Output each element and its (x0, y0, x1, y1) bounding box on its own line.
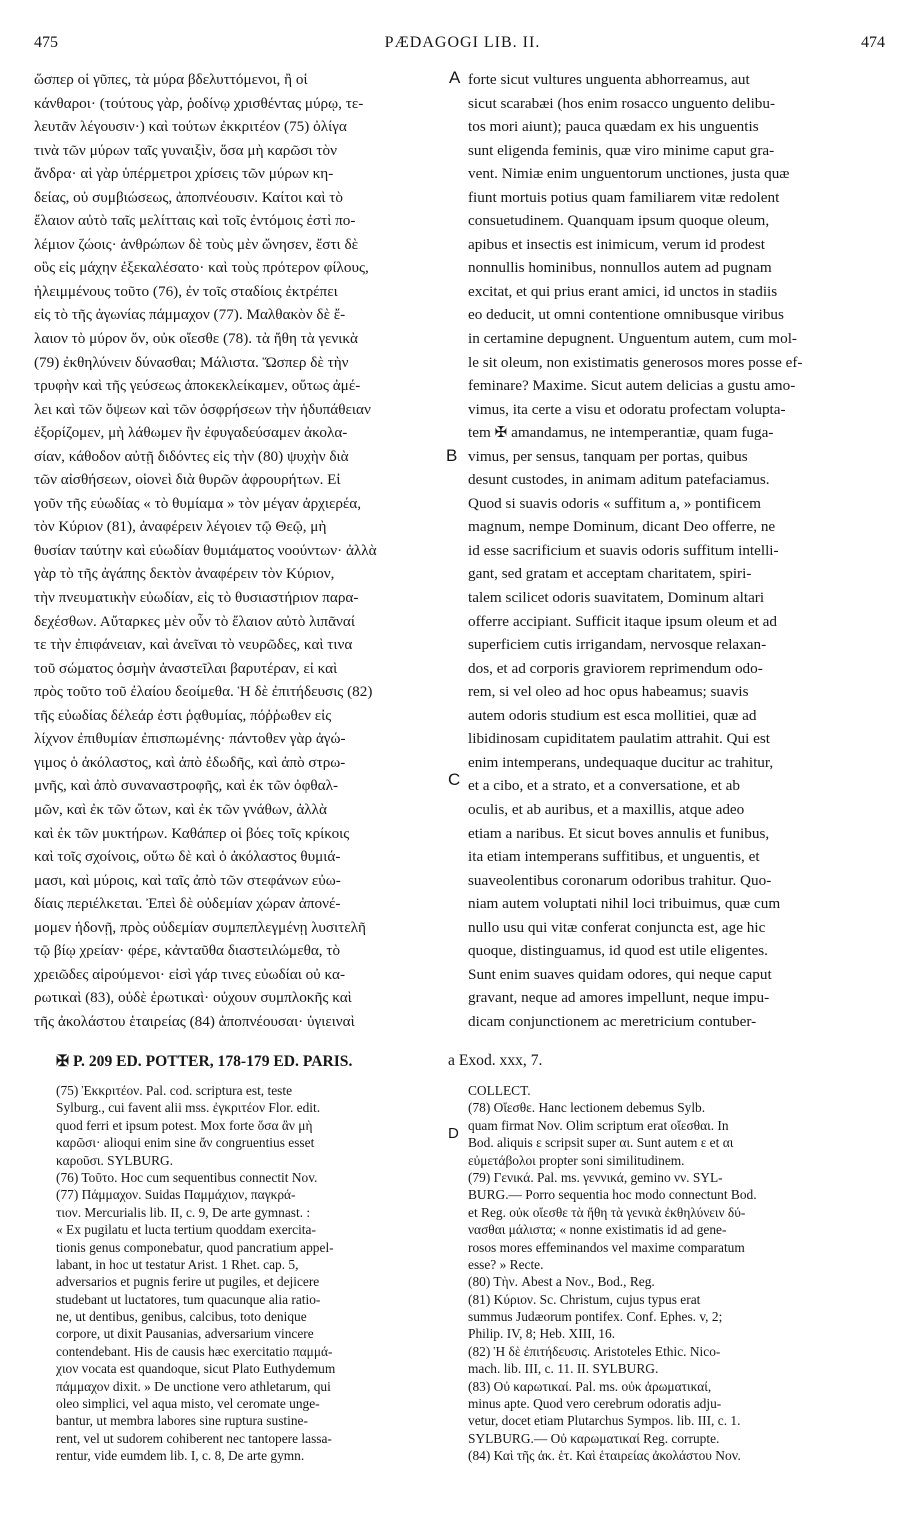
greek-text-line: πρὸς τοῦτο τοῦ ἐλαίου δεοίμεθα. Ἡ δὲ ἐπιτήδευσις (82) (34, 683, 373, 701)
margin-marker-c: C (448, 770, 461, 789)
latin-text-line: feminare? Maxime. Sicut autem delicias a gustu amo- (468, 377, 796, 395)
margin-marker-a: A (449, 68, 461, 87)
latin-text-line: gravant, neque ad amores impellunt, neque impu- (468, 989, 770, 1007)
greek-text-line: τε τὴν ἐπιφάνειαν, καὶ ἀνεῖναι τὸ νευρῶδες, καὶ τινα (34, 636, 353, 654)
latin-text-line: desunt custodes, in animam aditum patefaciamus. (468, 471, 770, 489)
latin-text-line: ita etiam intemperans suffitibus, et unguentis, et (468, 848, 760, 866)
note-line: καρῶσι· alioqui enim sine ἄν congruentius esset (56, 1135, 315, 1151)
latin-text-line: gant, sed gratam et acceptam charitatem, spiri- (468, 565, 752, 583)
greek-text-line: δίαις περιέλκεται. Ἐπεὶ δὲ οὐδεμίαν χώραν ἀπονέ- (34, 895, 341, 913)
greek-text-line: ὥσπερ οἱ γῦπες, τὰ μύρα βδελυττόμενοι, ἢ οἱ (34, 71, 308, 88)
note-line: εὐμετάβολοι propter soni similitudinem. (468, 1152, 685, 1168)
greek-text-line: δεχέσθων. Αὔταρκες μὲν οὖν τὸ ἔλαιον αὐτὸ λιπᾶναί (34, 612, 355, 630)
latin-text-line: excitat, et qui prius erant amici, id unctos in stadiis (468, 282, 778, 300)
page-number-right: 474 (861, 34, 885, 51)
greek-text-line: μνῆς, καὶ ἀπὸ συναναστροφῆς, καὶ ἐκ τῶν ὀφθαλ- (34, 777, 339, 795)
latin-text-line: dicam conjunctionem ac meretricium contuber- (468, 1012, 757, 1030)
greek-text-line: ἐξορίζομεν, μὴ λάθωμεν ἣν ἐφυγαδεύσαμεν ἀκολα- (34, 424, 348, 442)
latin-text-line: enim intemperans, undequaque ducitur ac trahitur, (468, 753, 774, 771)
note-line: Bod. aliquis ε scripsit super αι. Sunt autem ε et αι (468, 1135, 734, 1151)
note-line: bantur, ut membra labores sine ruptura sustine- (56, 1413, 308, 1429)
greek-text-line: μομεν ἡδονῇ, πρὸς οὐδεμίαν συμπεπλεγμένῃ λυσιτελῆ (34, 918, 366, 936)
note-line: adversarios et pugnis ferire ut pugiles, et dejicere (56, 1274, 320, 1290)
latin-text-line: sicut scarabæi (hos enim rosacco unguento delibu- (468, 94, 776, 112)
margin-marker-d: D (448, 1125, 459, 1142)
latin-text-line: nullo usu qui vitæ conferat conjuncta est, age hic (468, 918, 766, 936)
note-line: corpore, ut dixit Pausanias, adversarium vincere (56, 1326, 314, 1342)
latin-text-line: niam autem voluptati nihil loci tribuimus, quæ cum (468, 895, 781, 913)
note-line: (83) Οὐ καρωτικαί. Pal. ms. οὐκ ἀρωματικαί, (468, 1378, 712, 1394)
latin-text-line: superficiem cutis irrigandam, nervosque relaxan- (468, 636, 767, 654)
greek-text-column (34, 68, 454, 1033)
note-line: summus Judæorum pontifex. Conf. Ephes. v, 2; (468, 1309, 723, 1325)
greek-text-line: τρυφὴν καὶ τῆς γεύσεως ἀποκεκλείκαμεν, οὕτως ἀμέ- (34, 377, 361, 395)
latin-text-line: le sit oleum, non existimatis generosos mores posse ef- (468, 353, 803, 371)
note-line: minus apte. Quod vero cerebrum odoratis adju- (468, 1396, 722, 1412)
greek-text-line: γὰρ τὸ τῆς ἀγάπης δεκτὸν ἀναφέρειν τὸν Κύριον, (34, 565, 335, 583)
note-line: (76) Τοῦτο. Hoc cum sequentibus connectit Nov. (56, 1169, 318, 1185)
latin-text-line: rem, si vel oleo ad hoc opus habeamus; suavis (468, 683, 749, 701)
latin-text-line: consuetudinem. Quanquam ipsum quoque oleum, (468, 212, 770, 230)
greek-text-line: ἄνδρα· αἱ γὰρ ὑπέρμετροι χρίσεις τῶν μύρων κη- (34, 165, 334, 183)
note-line: πάμμαχον dixit. » De unctione vero athletarum, qui (56, 1378, 331, 1394)
greek-text-line: τῷ βίῳ χρείαν· φέρε, κἀνταῦθα διαστειλώμεθα, τὸ (34, 942, 341, 960)
greek-text-line: κάνθαροι· (τούτους γὰρ, ῥοδίνῳ χρισθέντας μύρῳ, τε- (34, 94, 364, 112)
note-line: τιον. Mercurialis lib. II, c. 9, De arte gymnast. : (56, 1204, 311, 1220)
note-line: oleo simplici, vel aqua misto, vel ceromate unge- (56, 1396, 320, 1412)
latin-text-line: vent. Nimiæ enim unguentorum unctiones, justa quæ (468, 165, 790, 183)
greek-text-line: τῆς ἀκολάστου ἑταιρείας (84) ἀποπνέουσαι· ὑγιειναὶ (34, 1012, 355, 1030)
greek-text-line: λέμιον ζώοις· ἀνθρώπων δὲ τοὺς μὲν ὤνησεν, ἔστι δὲ (34, 235, 358, 253)
greek-text-line: μασι, καὶ μύροις, καὶ ταῖς ἀπὸ τῶν στεφάνων εὐω- (34, 871, 341, 889)
latin-text-line: offerre accipiant. Sufficit itaque ipsum oleum et ad (468, 612, 777, 630)
note-line: vetur, docet etiam Plutarchus Sympos. lib. III, c. 1. (468, 1413, 741, 1429)
margin-marker-b: B (446, 446, 458, 465)
note-line: SYLBURG.— Οὐ καρωματικαί Reg. corrupte. (468, 1430, 720, 1446)
page-header (34, 34, 891, 54)
running-title: PÆDAGOGI LIB. II. (384, 34, 541, 51)
latin-text-line: et a cibo, et a strato, et a conversatione, et ab (468, 777, 740, 795)
greek-text-line: τῆς εὐωδίας δέλεάρ ἐστι ῥᾳθυμίας, πόῤῥωθεν εἰς (34, 706, 332, 724)
latin-text-column (468, 68, 893, 1033)
greek-text-line: ρωτικαὶ (83), οὐδὲ ἐρωτικαὶ· οὐχουν συμπλοκῆς καὶ (34, 989, 352, 1007)
latin-text-line: nonnullis hominibus, nonnullos autem ad pugnam (468, 259, 772, 277)
latin-text-line: fiunt mortuis potius quam familiarem vitæ redolent (468, 188, 780, 206)
greek-text-line: τῶν αἰσθήσεων, οἱονεὶ διὰ θυρῶν ἀφρουρήτων. Εἰ (34, 471, 341, 489)
latin-text-line: libidinosam cupiditatem paulatim attrahit. Qui est (468, 730, 770, 748)
greek-text-line: δείας, οὐ συμβιώσεως, ἀποπνέουσιν. Καίτοι καὶ τὸ (34, 188, 343, 206)
latin-text-line: forte sicut vultures unguenta abhorreamus, aut (468, 71, 750, 88)
greek-text-line: μῶν, καὶ ἐκ τῶν ὤτων, καὶ ἐκ τῶν γνάθων, ἀλλὰ (34, 800, 327, 818)
greek-text-line: τὴν πνευματικὴν εὐωδίαν, εἰς τὸ θυσιαστήριον παρα- (34, 589, 359, 607)
note-line: (82) Ἡ δὲ ἐπιτήδευσις. Aristoteles Ethic. Nico- (468, 1343, 721, 1359)
greek-text-line: εἰς τὸ τῆς ἀγωνίας πάμμαχον (77). Μαλθακὸν δὲ ἔ- (34, 306, 346, 324)
latin-text-line: vimus, ita certe a visu et odoratu profectam volupta- (468, 400, 786, 418)
note-line: « Ex pugilatu et lucta tertium quoddam exercita- (56, 1222, 316, 1238)
greek-text-line: τινὰ τῶν μύρων ταῖς γυναιξὶν, ὅσα μὴ καρῶσι τὸν (34, 141, 337, 159)
note-line: χιον vocata est quandoque, sicut Plato Euthydemum (56, 1361, 336, 1377)
notes-column-right (468, 1082, 878, 1465)
note-line: (84) Καὶ τῆς ἀκ. ἑτ. Καὶ ἑταιρείας ἀκολάστου Nov. (468, 1448, 741, 1464)
latin-text-line: etiam a naribus. Et sicut boves annulis et funibus, (468, 824, 770, 842)
latin-text-line: id esse sacrificium et suavis odoris suffitum intelli- (468, 541, 779, 559)
note-line: rentur, vide eumdem lib. I, c. 8, De arte gymn. (56, 1448, 305, 1464)
greek-text-line: τοῦ σώματος ὀσμὴν ἀναστεῖλαι βαρυτέραν, εἰ καὶ (34, 659, 338, 677)
note-line: COLLECT. (468, 1083, 531, 1098)
note-line: (78) Οἴεσθε. Hanc lectionem debemus Sylb. (468, 1100, 706, 1116)
greek-text-line: καὶ ἐκ τῶν μυκτήρων. Καθάπερ οἱ βόες τοῖς κρίκοις (34, 824, 350, 842)
note-line: rosos mores effeminandos vel maxime comparatum (468, 1239, 745, 1255)
latin-text-line: talem scilicet odoris suavitatem, Dominum altari (468, 589, 765, 607)
note-line: Philip. IV, 8; Heb. XIII, 16. (468, 1326, 616, 1342)
note-line: Sylburg., cui favent alii mss. ἐγκριτέον Flor. edit. (56, 1100, 321, 1116)
greek-text-line: καὶ τοῖς σχοίνοις, οὕτω δὲ καὶ ὁ ἀκόλαστος θυμιά- (34, 848, 341, 866)
note-line: καροῦσι. SYLBURG. (56, 1152, 174, 1168)
greek-text-line: λαιον τὸ μύρον ὄν, οὐκ οἴεσθε (78). τὰ ἤθη τὰ γενικὰ (34, 330, 358, 348)
greek-text-line: γιμος ὁ ἀκόλαστος, καὶ ἀπὸ ἐδωδῆς, καὶ ἀπὸ στρω- (34, 753, 346, 771)
latin-text-line: autem odoris studium est esca mollitiei, quæ ad (468, 706, 757, 724)
latin-text-line: dos, et ad corporis graviorem reprimendum odo- (468, 659, 763, 677)
greek-text-line: ἠλειμμένους τοῦτο (76), ἐν τοῖς σταδίοις ἐκτρέπει (34, 282, 338, 300)
greek-text-line: γοῦν τῆς εὐωδίας « τὸ θυμίαμα » τὸν μέγαν ἀρχιερέα, (34, 494, 362, 512)
note-line: et Reg. οὐκ οἴεσθε τὰ ἤθη τὰ γενικὰ ἐκθηλύνειν δύ- (468, 1204, 746, 1220)
note-line: quam firmat Nov. Olim scriptum erat οἴεσθαι. In (468, 1117, 729, 1133)
latin-text-line: tos mori aiunt); pauca quædam ex his unguentis (468, 118, 759, 136)
edition-reference: ✠ P. 209 ED. POTTER, 178-179 ED. PARIS. (56, 1053, 353, 1070)
greek-text-line: οὓς εἰς μάχην ἐξεκαλέσατο· καὶ τοὺς πρότερον φίλους, (34, 259, 369, 277)
notes-column-left (56, 1082, 442, 1465)
page-number-left: 475 (34, 34, 58, 51)
greek-text-line: λευτᾶν λέγουσιν·) καὶ τούτων ἐκκριτέον (75) ὀλίγα (34, 118, 347, 136)
note-line: ne, ut dentibus, genibus, calcibus, toto denique (56, 1309, 307, 1325)
note-line: contendebant. His de causis hæc exercitatio παμμά- (56, 1343, 333, 1359)
latin-text-line: in certamine depugnent. Unguentum autem, cum mol- (468, 330, 797, 348)
note-line: (75) Ἐκκριτέον. Pal. cod. scriptura est, teste (56, 1083, 293, 1098)
note-line: studebant ut luctatores, tum quacunque alia ratio- (56, 1291, 321, 1307)
greek-text-line: χρειῶδες αἱρούμενοι· εἰσὶ γάρ τινες εὐωδίαι οὐ κα- (34, 965, 346, 983)
note-line: esse? » Recte. (468, 1256, 544, 1272)
greek-text-line: λει καὶ τῶν ὄψεων καὶ τῶν ὀσφρήσεων τὴν ἡδυπάθειαν (34, 400, 371, 418)
greek-text-line: τὸν Κύριον (81), ἀναφέρειν λέγοιεν τῷ Θεῷ, μὴ (34, 518, 327, 536)
note-line: (80) Τὴν. Abest a Nov., Bod., Reg. (468, 1274, 655, 1290)
note-line: tionis genus componebatur, quod pancratium appel- (56, 1239, 334, 1255)
latin-text-line: magnum, nempe Dominum, dicant Deo offerre, ne (468, 518, 776, 536)
greek-text-line: (79) ἐκθηλύνειν δύνασθαι; Μάλιστα. Ὥσπερ δὲ τὴν (34, 353, 349, 371)
latin-text-line: Sunt enim suaves quidam odores, qui neque caput (468, 965, 772, 983)
note-line: labant, in hoc ut testatur Arist. 1 Rhet. cap. 5, (56, 1256, 299, 1272)
greek-text-line: λίχνον ἐπιθυμίαν ἐπισπωμένης· πάντοθεν γὰρ ἀγώ- (34, 730, 346, 748)
latin-text-line: suaveolentibus coronarum odoribus trahitur. Quo- (468, 871, 772, 889)
latin-text-line: quoque, distinguamus, id quod est utile eligentes. (468, 942, 768, 960)
note-line: mach. lib. III, c. 11. II. SYLBURG. (468, 1361, 659, 1377)
note-line: BURG.— Porro sequentia hoc modo connectunt Bod. (468, 1187, 757, 1203)
greek-text-line: ἔλαιον αὐτὸ ταῖς μελίτταις καὶ τοῖς ἐντόμοις ἐστὶ πο- (34, 212, 356, 230)
note-line: quod ferri et ipsum potest. Mox forte ὅσα ἂν μὴ (56, 1117, 313, 1133)
note-line: (79) Γενικά. Pal. ms. γεννικά, gemino νν. SYL- (468, 1169, 723, 1185)
latin-text-line: apibus et insectis est inimicum, verum id prodest (468, 235, 765, 253)
note-line: (77) Πάμμαχον. Suidas Παμμάχιον, παγκρά- (56, 1187, 296, 1203)
latin-text-line: oculis, et ab auribus, et a maxillis, atque adeo (468, 800, 745, 818)
latin-text-line: tem ✠ amandamus, ne intemperantiæ, quam fuga- (468, 424, 774, 442)
latin-text-line: eo deducit, ut omni contentione omnibusque viribus (468, 306, 784, 324)
note-line: (81) Κύριον. Sc. Christum, cujus typus erat (468, 1291, 701, 1307)
scripture-footnote: a Exod. xxx, 7. (448, 1052, 543, 1069)
greek-text-line: θυσίαν ταύτην καὶ εὐωδίαν θυμιάματος νοούντων· ἀλλὰ (34, 541, 377, 559)
note-line: νασθαι μάλιστα; « nonne existimatis id ad gene- (468, 1222, 727, 1238)
latin-text-line: sunt eligenda feminis, quæ viro minime caput gra- (468, 141, 775, 159)
note-line: rent, vel ut sudorem cohiberent nec tantopere lassa- (56, 1430, 332, 1446)
latin-text-line: Quod si suavis odoris « suffitum a, » pontificem (468, 494, 761, 512)
greek-text-line: σίαν, κάθοδον αὐτῇ διδόντες εἰς τὴν (80) ψυχὴν διὰ (34, 447, 349, 465)
latin-text-line: vimus, per sensus, tanquam per portas, quibus (468, 447, 748, 465)
